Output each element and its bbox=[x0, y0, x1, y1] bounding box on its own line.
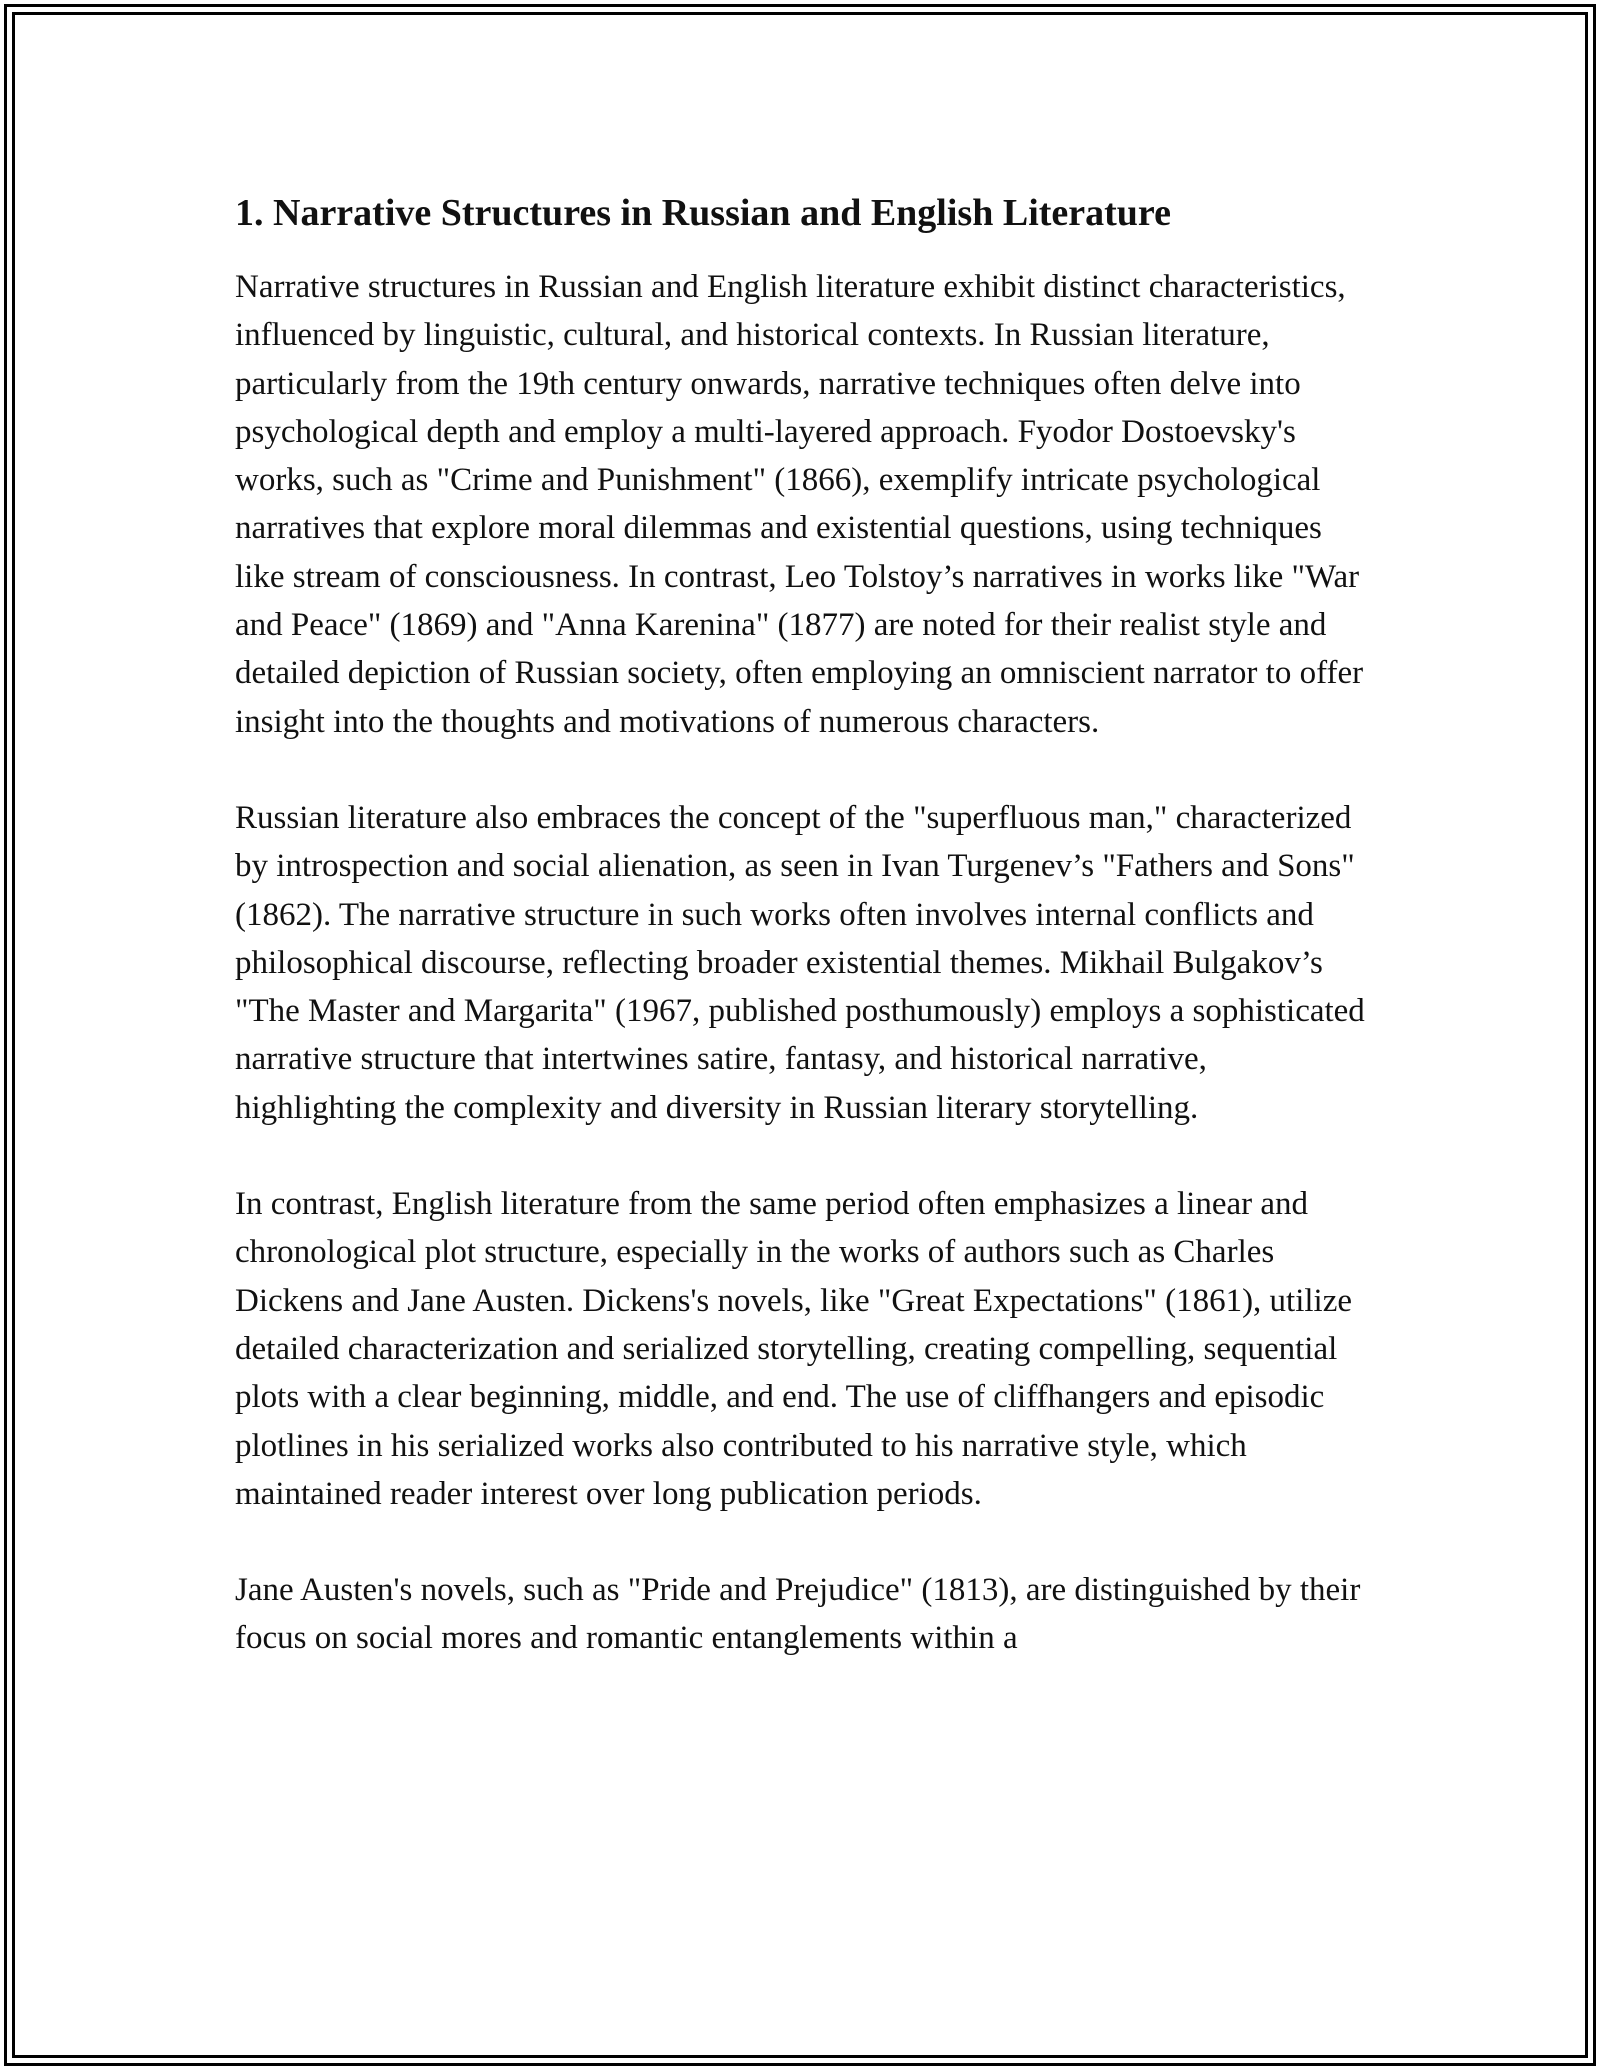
section-heading: 1. Narrative Structures in Russian and English Literature bbox=[235, 192, 1171, 234]
paragraph: In contrast, English literature from the same period often emphasizes a linear and chronological plot structure, especially in the works of authors such as Charles Dickens and Jane Austen. Dickens's novels, like "Great Expectations" (1861), utilize detailed characterization and serialized storytelling, creating compelling, sequential plots with a clear beginning, middle, and end. The use of cliffhangers and episodic plotlines in his serialized works also contributed to his narrative style, which maintained reader interest over long publication periods. bbox=[235, 1186, 1353, 1512]
paragraph: Narrative structures in Russian and English literature exhibit distinct characteristics, influenced by linguistic, cultural, and historical contexts. In Russian literature, particularly from the 19th century onwards, narrative techniques often delve into psychological depth and employ a multi-layered approach. Fyodor Dostoevsky's works, such as "Crime and Punishment" (1866), exemplify intricate psychological narratives that explore moral dilemmas and existential questions, using techniques like stream of consciousness. In contrast, Leo Tolstoy’s narratives in works like "War and Peace" (1869) and "Anna Karenina" (1877) are noted for their realist style and detailed depiction of Russian society, often employing an omniscient narrator to offer insight into the thoughts and motivations of numerous characters. bbox=[235, 269, 1364, 740]
document-body bbox=[235, 185, 1375, 1711]
paragraph: Russian literature also embraces the concept of the "superfluous man," characterized by introspection and social alienation, as seen in Ivan Turgenev’s "Fathers and Sons" (1862). The narrative structure in such works often involves internal conflicts and philosophical discourse, reflecting broader existential themes. Mikhail Bulgakov’s "The Master and Margarita" (1967, published posthumously) employs a sophisticated narrative structure that intertwines satire, fantasy, and historical narrative, highlighting the complexity and diversity in Russian literary storytelling. bbox=[235, 799, 1365, 1126]
paragraph: Jane Austen's novels, such as "Pride and Prejudice" (1813), are distinguished by their focus on social mores and romantic entanglements within a bbox=[235, 1572, 1361, 1657]
